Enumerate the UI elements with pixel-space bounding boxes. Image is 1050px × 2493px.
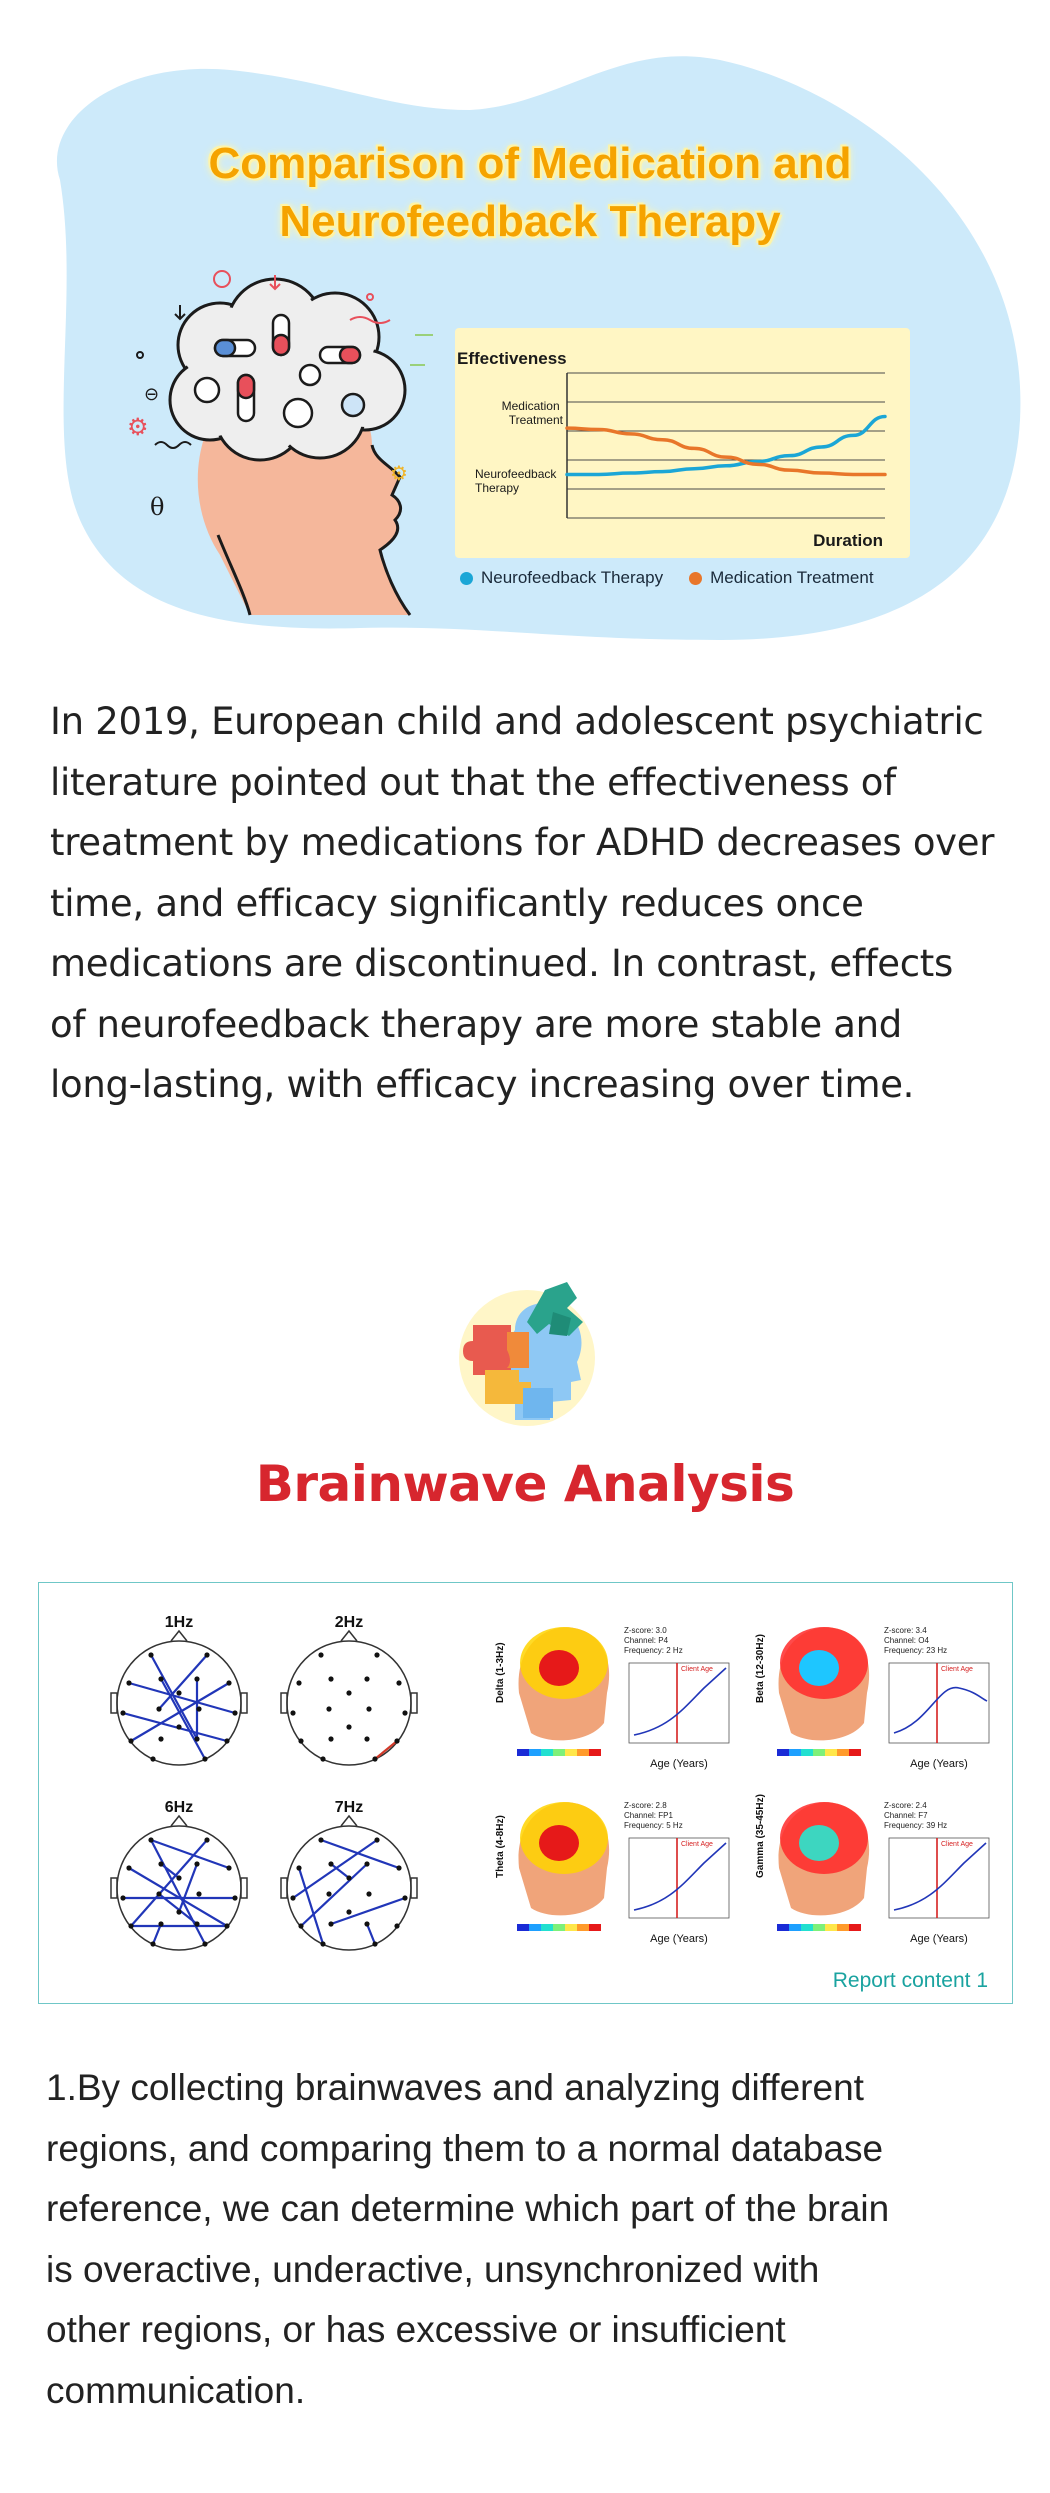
legend-dot-neurofeedback <box>460 572 473 585</box>
chart-grid <box>567 373 885 518</box>
tick-label-neurofeedback-line2: Therapy <box>475 481 520 495</box>
connectivity-line <box>375 1741 397 1759</box>
electrode <box>364 1736 369 1741</box>
tick-label-medication-line2: Treatment <box>508 413 563 427</box>
colorbar-segment <box>813 1749 825 1756</box>
topomap-hotspot <box>539 1650 579 1686</box>
electrode <box>204 1652 209 1657</box>
colorbar-segment <box>517 1749 529 1756</box>
effectiveness-chart-panel <box>455 328 910 558</box>
electrode <box>296 1865 301 1870</box>
electrode <box>202 1756 207 1761</box>
electrode <box>298 1738 303 1743</box>
chart-series-line-neurofeedback <box>567 417 885 475</box>
connectivity-line <box>331 1898 405 1924</box>
electrode <box>156 1706 161 1711</box>
age-axis-label: Age (Years) <box>910 1758 968 1770</box>
head-ear-left <box>281 1693 287 1713</box>
age-trend-curve <box>894 1843 986 1910</box>
topomap-0 <box>495 1626 729 1770</box>
colorbar-segment <box>517 1924 529 1931</box>
colorbar-segment <box>789 1924 801 1931</box>
electrode <box>194 1861 199 1866</box>
topomap-stat: Frequency: 39 Hz <box>884 1821 948 1830</box>
colorbar-segment <box>789 1749 801 1756</box>
topomap-band-label: Beta (12-30Hz) <box>755 1634 766 1703</box>
connectivity-head-7Hz <box>281 1799 417 1950</box>
electrode <box>328 1861 333 1866</box>
head-outline <box>117 1641 241 1765</box>
colorbar-segment <box>589 1749 601 1756</box>
intro-line: treatment by medications for ADHD decreases over <box>50 821 995 864</box>
topographic-maps <box>495 1626 989 1945</box>
chart-x-axis-label: Duration <box>813 531 883 550</box>
electrode <box>320 1756 325 1761</box>
legend-item-neurofeedback <box>460 568 663 588</box>
head-nose <box>171 1816 187 1826</box>
head-outline <box>287 1641 411 1765</box>
electrode <box>196 1706 201 1711</box>
electrode <box>176 1909 181 1914</box>
electrode <box>194 1736 199 1741</box>
topomap-2 <box>495 1801 729 1945</box>
hero-title-line1: Comparison of Medication and <box>208 139 852 188</box>
explanation-line: communication. <box>46 2369 306 2411</box>
electrode <box>364 1676 369 1681</box>
connectivity-line <box>129 1683 235 1713</box>
head-ear-right <box>411 1693 417 1713</box>
electrode <box>394 1738 399 1743</box>
electrode <box>176 1875 181 1880</box>
electrode <box>148 1652 153 1657</box>
electrode <box>326 1706 331 1711</box>
tick-label-medication-line1: Medication <box>501 399 560 413</box>
topomap-hotspot <box>799 1825 839 1861</box>
colorbar-segment <box>565 1749 577 1756</box>
intro-line: time, and efficacy significantly reduces once <box>50 881 864 925</box>
electrode <box>150 1756 155 1761</box>
electrode <box>346 1909 351 1914</box>
explanation-line: reference, we can determine which part of the brain <box>46 2188 890 2229</box>
chart-series-group <box>567 417 885 475</box>
colorbar-segment <box>777 1924 789 1931</box>
head-ear-left <box>111 1878 117 1898</box>
chart-tick-label-neurofeedback <box>475 467 560 495</box>
topomap-hotspot <box>799 1650 839 1686</box>
electrode <box>158 1921 163 1926</box>
connectivity-head-2Hz <box>281 1614 417 1765</box>
hero-title-line2: Neurofeedback Therapy <box>279 197 781 246</box>
head-ear-right <box>411 1878 417 1898</box>
electrode <box>196 1891 201 1896</box>
colorbar-segment <box>577 1749 589 1756</box>
head-outline <box>117 1826 241 1950</box>
electrode <box>396 1865 401 1870</box>
effectiveness-chart <box>455 328 910 558</box>
report-caption: Report content 1 <box>832 1969 988 1992</box>
colorbar-segment <box>541 1749 553 1756</box>
legend-item-medication <box>689 568 873 588</box>
electrode <box>128 1738 133 1743</box>
topomap-band-label: Gamma (35-45Hz) <box>755 1794 766 1878</box>
tick-label-neurofeedback-line1: Neurofeedback <box>475 467 557 481</box>
colorbar-segment <box>553 1924 565 1931</box>
colorbar-segment <box>541 1924 553 1931</box>
connectivity-heads <box>111 1614 417 1950</box>
topomap-3 <box>755 1794 989 1945</box>
connectivity-label: 2Hz <box>334 1614 364 1631</box>
electrode <box>326 1891 331 1896</box>
explanation-line: is overactive, underactive, unsynchronized with <box>46 2248 820 2290</box>
connectivity-label: 6Hz <box>164 1799 194 1816</box>
electrode <box>232 1895 237 1900</box>
electrode <box>126 1865 131 1870</box>
chart-tick-label-medication <box>502 399 564 427</box>
explanation-line: 1.By collecting brainwaves and analyzing different <box>46 2067 864 2108</box>
electrode <box>224 1923 229 1928</box>
colorbar-segment <box>801 1924 813 1931</box>
colorbar-segment <box>589 1924 601 1931</box>
age-trend-curve <box>634 1843 726 1910</box>
age-chart-frame <box>629 1838 729 1918</box>
connectivity-label: 1Hz <box>164 1614 194 1631</box>
age-trend-curve <box>634 1668 726 1735</box>
topomap-stat: Channel: F7 <box>884 1811 928 1820</box>
connectivity-line <box>131 1840 207 1926</box>
colorbar-segment <box>529 1924 541 1931</box>
electrode <box>176 1724 181 1729</box>
client-age-label: Client Age <box>681 1666 713 1673</box>
colorbar-segment <box>825 1924 837 1931</box>
explanation-line: other regions, or has excessive or insufficient <box>46 2309 786 2350</box>
head-ear-right <box>241 1878 247 1898</box>
colorbar-segment <box>577 1924 589 1931</box>
svg-text:⚙: ⚙ <box>390 461 408 485</box>
electrode <box>226 1680 231 1685</box>
intro-paragraph <box>50 692 1010 1116</box>
electrode <box>298 1923 303 1928</box>
colorbar-segment <box>529 1749 541 1756</box>
electrode <box>372 1756 377 1761</box>
topomap-stat: Channel: P4 <box>624 1636 669 1645</box>
electrode <box>394 1923 399 1928</box>
topomap-stat: Z-score: 3.0 <box>624 1626 667 1635</box>
connectivity-head-6Hz <box>111 1799 247 1950</box>
head-ear-left <box>111 1693 117 1713</box>
electrode <box>158 1676 163 1681</box>
electrode <box>290 1895 295 1900</box>
topomap-stat: Frequency: 2 Hz <box>624 1646 683 1655</box>
age-axis-label: Age (Years) <box>650 1758 708 1770</box>
electrode <box>318 1837 323 1842</box>
electrode <box>320 1941 325 1946</box>
explanation-paragraph <box>46 2058 1026 2421</box>
topomap-band-label: Theta (4-8Hz) <box>495 1815 506 1878</box>
intro-line: of neurofeedback therapy are more stable and <box>50 1002 902 1046</box>
head-nose <box>171 1631 187 1641</box>
age-chart-frame <box>889 1663 989 1743</box>
colorbar-segment <box>777 1749 789 1756</box>
electrode <box>120 1710 125 1715</box>
intro-line: medications are discontinued. In contrast, effects <box>50 942 953 985</box>
colorbar-segment <box>837 1749 849 1756</box>
electrode <box>158 1861 163 1866</box>
electrode <box>328 1921 333 1926</box>
electrode <box>202 1941 207 1946</box>
connectivity-head-1Hz <box>111 1614 247 1765</box>
colorbar-segment <box>849 1749 861 1756</box>
intro-line: long-lasting, with efficacy increasing over time. <box>50 1063 915 1106</box>
electrode <box>346 1724 351 1729</box>
client-age-label: Client Age <box>941 1841 973 1848</box>
electrode <box>290 1710 295 1715</box>
explanation-line: regions, and comparing them to a normal database <box>46 2127 884 2169</box>
legend-label-neurofeedback: Neurofeedback Therapy <box>481 568 664 587</box>
electrode <box>224 1738 229 1743</box>
electrode <box>226 1865 231 1870</box>
client-age-label: Client Age <box>681 1841 713 1848</box>
topomap-1 <box>755 1626 989 1770</box>
head-ear-left <box>281 1878 287 1898</box>
colorbar-segment <box>801 1749 813 1756</box>
hero-title <box>130 135 930 251</box>
electrode <box>176 1690 181 1695</box>
svg-text:⊖: ⊖ <box>144 384 160 405</box>
connectivity-label: 7Hz <box>334 1799 364 1816</box>
colorbar-segment <box>849 1924 861 1931</box>
puzzle-head-icon <box>445 1270 605 1430</box>
svg-text:⚙: ⚙ <box>127 413 149 441</box>
electrode <box>232 1710 237 1715</box>
colorbar-segment <box>565 1924 577 1931</box>
electrode <box>366 1706 371 1711</box>
electrode <box>364 1861 369 1866</box>
connectivity-line <box>293 1840 377 1898</box>
electrode <box>158 1736 163 1741</box>
electrode <box>374 1652 379 1657</box>
electrode <box>328 1676 333 1681</box>
head-nose <box>341 1816 357 1826</box>
topomap-stat: Channel: O4 <box>884 1636 929 1645</box>
electrode <box>318 1652 323 1657</box>
age-chart-frame <box>629 1663 729 1743</box>
connectivity-line <box>367 1924 375 1944</box>
electrode <box>366 1891 371 1896</box>
electrode <box>396 1680 401 1685</box>
chart-y-axis-label: Effectiveness <box>457 349 567 368</box>
electrode <box>364 1921 369 1926</box>
electrode <box>328 1736 333 1741</box>
brainwave-report-box <box>38 1582 1013 2004</box>
colorbar-segment <box>553 1749 565 1756</box>
legend-label-medication: Medication Treatment <box>710 568 874 587</box>
topomap-stat: Frequency: 5 Hz <box>624 1821 683 1830</box>
legend-dot-medication <box>689 572 702 585</box>
age-trend-curve <box>894 1688 987 1733</box>
intro-line: In 2019, European child and adolescent psychiatric <box>50 700 984 743</box>
electrode <box>156 1891 161 1896</box>
colorbar-segment <box>837 1924 849 1931</box>
electrode <box>194 1676 199 1681</box>
electrode <box>148 1837 153 1842</box>
head-nose <box>341 1631 357 1641</box>
electrode <box>126 1680 131 1685</box>
electrode <box>128 1923 133 1928</box>
electrode <box>372 1941 377 1946</box>
electrode <box>374 1837 379 1842</box>
connectivity-line <box>179 1864 197 1912</box>
head-ear-right <box>241 1693 247 1713</box>
age-axis-label: Age (Years) <box>650 1933 708 1945</box>
brainwave-section-title: Brainwave Analysis <box>255 1455 795 1513</box>
electrode <box>346 1690 351 1695</box>
age-chart-frame <box>889 1838 989 1918</box>
age-axis-label: Age (Years) <box>910 1933 968 1945</box>
electrode <box>150 1941 155 1946</box>
topomap-stat: Frequency: 23 Hz <box>884 1646 948 1655</box>
head-with-pills-illustration <box>110 265 450 625</box>
electrode <box>194 1921 199 1926</box>
intro-line: literature pointed out that the effectiveness of <box>50 760 896 804</box>
topomap-stat: Z-score: 2.4 <box>884 1801 927 1810</box>
client-age-label: Client Age <box>941 1666 973 1673</box>
colorbar-segment <box>813 1924 825 1931</box>
electrode <box>402 1710 407 1715</box>
colorbar-segment <box>825 1749 837 1756</box>
brainwave-report-figure <box>39 1583 1011 2001</box>
electrode <box>296 1680 301 1685</box>
topomap-stat: Channel: FP1 <box>624 1811 673 1820</box>
topomap-stat: Z-score: 3.4 <box>884 1626 927 1635</box>
electrode <box>402 1895 407 1900</box>
electrode <box>204 1837 209 1842</box>
svg-text:θ: θ <box>150 493 165 521</box>
electrode <box>120 1895 125 1900</box>
topomap-band-label: Delta (1-3Hz) <box>495 1642 506 1703</box>
chart-legend <box>460 568 920 588</box>
connectivity-line <box>301 1864 367 1926</box>
electrode <box>346 1875 351 1880</box>
topomap-stat: Z-score: 2.8 <box>624 1801 667 1810</box>
topomap-hotspot <box>539 1825 579 1861</box>
